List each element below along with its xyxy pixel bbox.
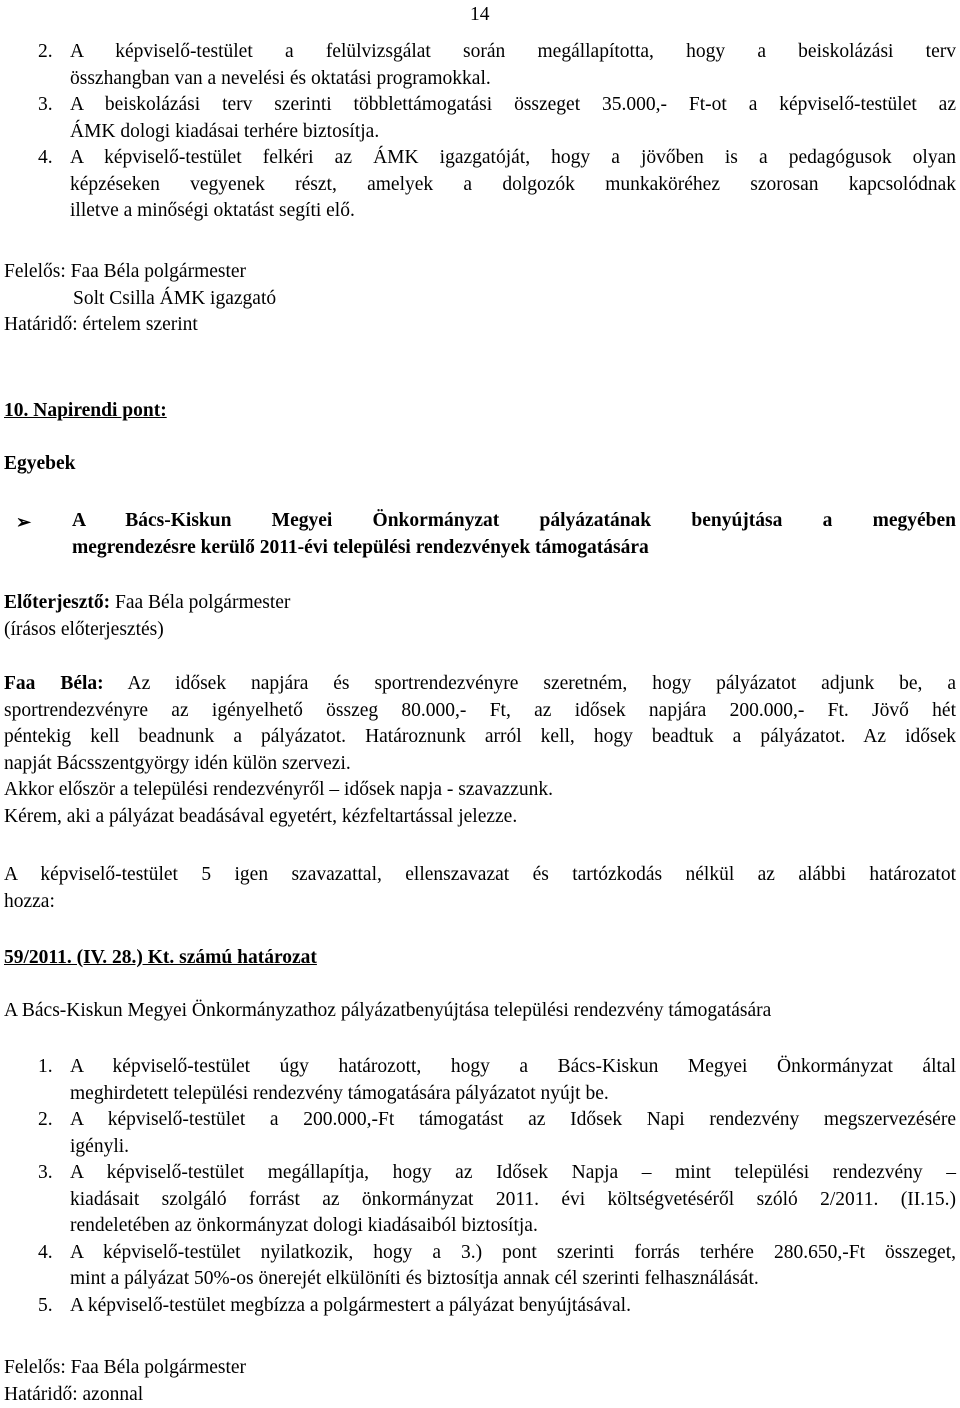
speech-line: Az idősek napjára és sportrendezvényre szeretném, hogy pályázatot adjunk be, a [104, 673, 956, 694]
agenda-subject-line: megrendezésre kerülő 2011-évi települési rendezvények támogatására [72, 535, 956, 562]
agenda-subject [4, 508, 956, 561]
responsible-person: Felelős: Faa Béla polgármester [4, 1355, 956, 1382]
list-item [4, 1293, 956, 1320]
agenda-title [4, 451, 956, 478]
vote-line: A képviselő-testület 5 igen szavazattal, ellenszavazat és tartózkodás nélkül az alábbi határozatot [4, 862, 956, 889]
vote-line: hozza: [4, 889, 956, 916]
resolution-title [4, 998, 956, 1025]
list-item-line: összhangban van a nevelési és oktatási programokkal. [70, 66, 956, 93]
speech-line: Kérem, aki a pályázat beadásával egyetért, kézfeltartással jelezze. [4, 804, 956, 831]
list-item [4, 145, 956, 225]
presenter-block [4, 590, 956, 643]
list-item-line: kiadásait szolgáló forrást az önkormányzat 2011. évi költségvetéséről szóló 2/2011. (II.15.) [70, 1187, 956, 1214]
list-item-number: 4. [38, 1240, 53, 1267]
resolution-number [4, 945, 956, 972]
list-item-number: 4. [38, 145, 53, 172]
list-item [4, 1107, 956, 1160]
agenda-number-heading [4, 398, 956, 425]
list-item-line: meghirdetett települési rendezvény támogatására pályázatot nyújt be. [70, 1081, 956, 1108]
list-item [4, 39, 956, 92]
speech-line: Akkor először a települési rendezvényről – idősek napja - szavazzunk. [4, 777, 956, 804]
list-item-number: 3. [38, 92, 53, 119]
list-item-number: 3. [38, 1160, 53, 1187]
list-item-line: igényli. [70, 1134, 956, 1161]
list-item-line: illetve a minőségi oktatást segíti elő. [70, 198, 956, 225]
resolution-title-text: A Bács-Kiskun Megyei Önkormányzathoz pályázatbenyújtása települési rendezvény támogatására [4, 1000, 771, 1021]
list-item-line: A képviselő-testület úgy határozott, hogy a Bács-Kiskun Megyei Önkormányzat által [70, 1054, 956, 1081]
vote-statement [4, 862, 956, 915]
speech-line: péntekig kell beadnunk a pályázatot. Határoznunk arról kell, hogy beadtuk a pályázatot. Az idősek [4, 724, 956, 751]
resolution-number-text: 59/2011. (IV. 28.) Kt. számú határozat [4, 947, 317, 968]
top-items-list [4, 39, 956, 225]
list-item-line: A képviselő-testület nyilatkozik, hogy a 3.) pont szerinti forrás terhére 280.650,-Ft összeget, [70, 1240, 956, 1267]
list-item-line: mint a pályázat 50%-os önerejét elkülöníti és biztosítja annak cél szerinti felhasználását. [70, 1266, 956, 1293]
resolution-items-list [4, 1054, 956, 1319]
list-item-line: A képviselő-testület megbízza a polgármestert a pályázat benyújtásával. [70, 1293, 956, 1320]
list-item [4, 92, 956, 145]
list-item-line: A beiskolázási terv szerinti többlettámogatási összeget 35.000,- Ft-ot a képviselő-testület az [70, 92, 956, 119]
page-number: 14 [470, 2, 490, 29]
list-item-number: 2. [38, 39, 53, 66]
deadline: Határidő: értelem szerint [4, 312, 956, 339]
speaker-name: Faa Béla: [4, 673, 104, 694]
list-item-number: 5. [38, 1293, 53, 1320]
speech-block [4, 671, 956, 830]
deadline: Határidő: azonnal [4, 1382, 956, 1408]
list-item [4, 1054, 956, 1107]
responsible-person: Felelős: Faa Béla polgármester [4, 259, 956, 286]
list-item-number: 1. [38, 1054, 53, 1081]
speech-line: sportrendezvényre az igényelhető összeg 80.000,- Ft, az idősek napjára 200.000,- Ft. Jövő hét [4, 698, 956, 725]
responsible-block [4, 259, 956, 339]
presentation-type: (írásos előterjesztés) [4, 617, 956, 644]
list-item-line: A képviselő-testület a 200.000,-Ft támogatást az Idősek Napi rendezvény megszervezésére [70, 1107, 956, 1134]
list-item-line: képzéseken vegyenek részt, amelyek a dolgozók munkaköréhez szorosan kapcsolódnak [70, 172, 956, 199]
list-item [4, 1240, 956, 1293]
list-item-line: rendeletében az önkormányzat dologi kiadásaiból biztosítja. [70, 1213, 956, 1240]
agenda-title-text: Egyebek [4, 453, 76, 474]
presenter-label: Előterjesztő: [4, 592, 110, 613]
list-item-line: A képviselő-testület a felülvizsgálat során megállapította, hogy a beiskolázási terv [70, 39, 956, 66]
arrow-bullet-icon: ➢ [16, 509, 31, 536]
list-item [4, 1160, 956, 1240]
agenda-subject-line: A Bács-Kiskun Megyei Önkormányzat pályázatának benyújtása a megyében [72, 508, 956, 535]
list-item-line: ÁMK dologi kiadásai terhére biztosítja. [70, 119, 956, 146]
list-item-number: 2. [38, 1107, 53, 1134]
agenda-number-text: 10. Napirendi pont: [4, 400, 167, 421]
presenter-name: Faa Béla polgármester [110, 592, 290, 613]
list-item-line: A képviselő-testület felkéri az ÁMK igazgatóját, hogy a jövőben is a pedagógusok olyan [70, 145, 956, 172]
speech-line: napját Bácsszentgyörgy idén külön szervezi. [4, 751, 956, 778]
responsible-person-2: Solt Csilla ÁMK igazgató [4, 286, 956, 313]
list-item-line: A képviselő-testület megállapítja, hogy az Idősek Napja – mint települési rendezvény – [70, 1160, 956, 1187]
responsible-block-2 [4, 1355, 956, 1408]
